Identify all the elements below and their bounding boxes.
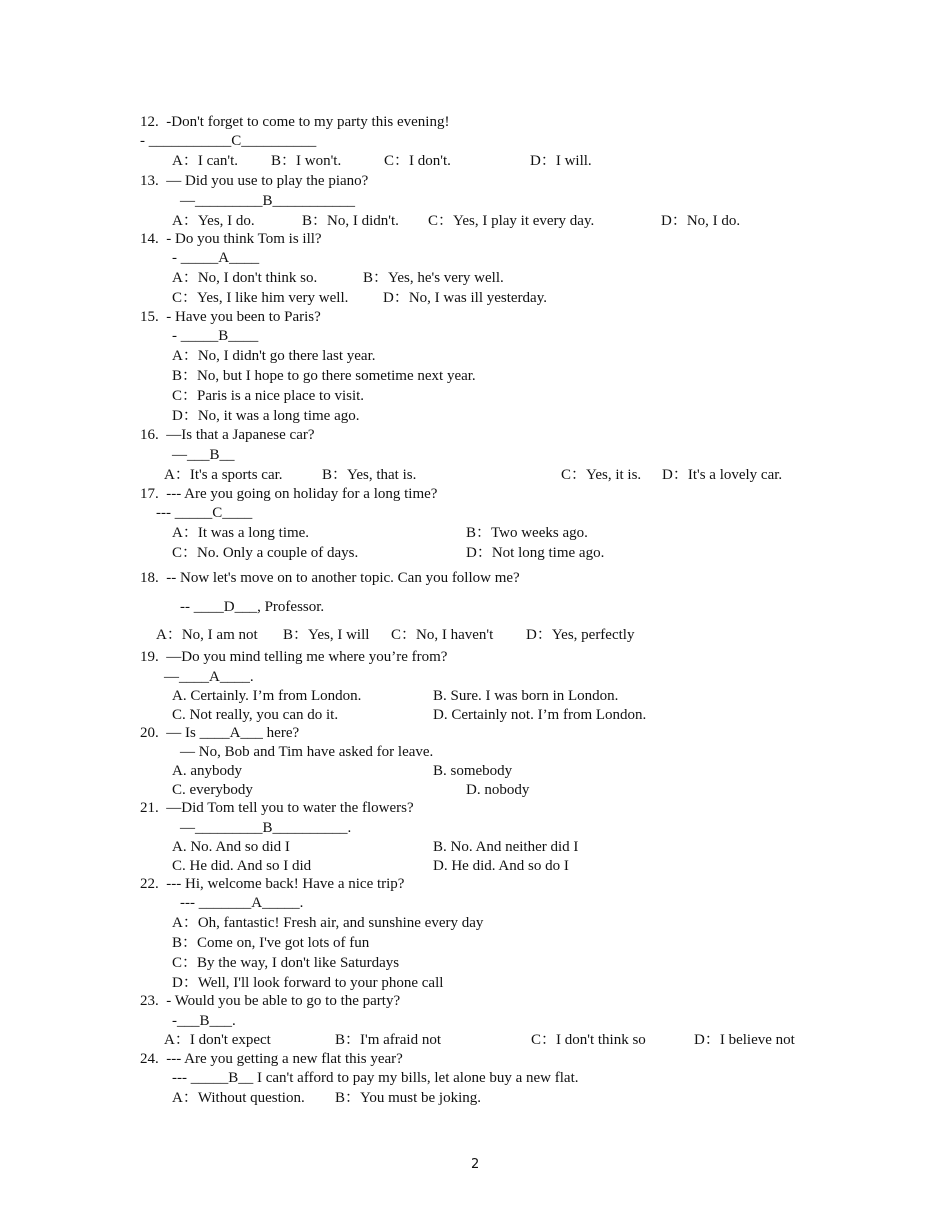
- page-number: 2: [471, 1157, 480, 1172]
- question-23: 23. - Would you be able to go to the party?: [140, 993, 401, 1009]
- question-14: 14. - Do you think Tom is ill?: [140, 231, 322, 247]
- option-17-c: C：No. Only a couple of days.: [172, 545, 359, 561]
- option-13-d: D：No, I do.: [661, 213, 741, 229]
- option-23-b: B：I'm afraid not: [335, 1032, 442, 1048]
- option-23-d: D：I believe not: [694, 1032, 795, 1048]
- option-19-a: A. Certainly. I’m from London.: [172, 688, 362, 704]
- question-19: 19. —Do you mind telling me where you’re from?: [140, 649, 448, 665]
- answer-14: - _____A____: [172, 250, 260, 266]
- option-12-a: A：I can't.: [172, 153, 239, 169]
- option-24-a: A：Without question.: [172, 1090, 305, 1106]
- option-21-b: B. No. And neither did I: [433, 839, 579, 855]
- option-18-a: A：No, I am not: [156, 627, 258, 643]
- option-24-b: B：You must be joking.: [335, 1090, 482, 1106]
- question-21: 21. —Did Tom tell you to water the flowers?: [140, 800, 414, 816]
- option-12-c: C：I don't.: [384, 153, 451, 169]
- question-16: 16. —Is that a Japanese car?: [140, 427, 315, 443]
- option-19-c: C. Not really, you can do it.: [172, 707, 339, 723]
- option-22-d: D：Well, I'll look forward to your phone call: [172, 975, 444, 991]
- question-12: 12. -Don't forget to come to my party this evening!: [140, 114, 450, 130]
- option-20-b: B. somebody: [433, 763, 513, 779]
- option-21-c: C. He did. And so I did: [172, 858, 312, 874]
- option-15-a: A：No, I didn't go there last year.: [172, 348, 376, 364]
- option-16-c: C：Yes, it is.: [561, 467, 642, 483]
- question-20: 20. — Is ____A___ here?: [140, 725, 300, 741]
- option-13-a: A：Yes, I do.: [172, 213, 255, 229]
- option-14-d: D：No, I was ill yesterday.: [383, 290, 547, 306]
- option-23-c: C：I don't think so: [531, 1032, 646, 1048]
- option-18-d: D：Yes, perfectly: [526, 627, 635, 643]
- option-22-a: A：Oh, fantastic! Fresh air, and sunshine every day: [172, 915, 484, 931]
- answer-18: -- ____D___, Professor.: [180, 599, 325, 615]
- answer-24: --- _____B__ I can't afford to pay my bills, let alone buy a new flat.: [172, 1070, 579, 1086]
- question-18: 18. -- Now let's move on to another topic. Can you follow me?: [140, 570, 520, 586]
- option-21-a: A. No. And so did I: [172, 839, 290, 855]
- answer-15: - _____B____: [172, 328, 259, 344]
- option-20-a: A. anybody: [172, 763, 242, 779]
- option-17-d: D：Not long time ago.: [466, 545, 605, 561]
- question-24: 24. --- Are you getting a new flat this year?: [140, 1051, 403, 1067]
- option-13-b: B：No, I didn't.: [302, 213, 399, 229]
- option-23-a: A：I don't expect: [164, 1032, 271, 1048]
- option-20-c: C. everybody: [172, 782, 253, 798]
- question-15: 15. - Have you been to Paris?: [140, 309, 321, 325]
- question-17: 17. --- Are you going on holiday for a long time?: [140, 486, 438, 502]
- option-19-b: B. Sure. I was born in London.: [433, 688, 619, 704]
- answer-21: —_________B__________.: [180, 820, 352, 836]
- answer-20: — No, Bob and Tim have asked for leave.: [180, 744, 434, 760]
- option-16-a: A：It's a sports car.: [164, 467, 283, 483]
- option-17-a: A：It was a long time.: [172, 525, 310, 541]
- option-14-b: B：Yes, he's very well.: [363, 270, 504, 286]
- option-22-b: B：Come on, I've got lots of fun: [172, 935, 370, 951]
- option-17-b: B：Two weeks ago.: [466, 525, 588, 541]
- question-13: 13. — Did you use to play the piano?: [140, 173, 369, 189]
- option-19-d: D. Certainly not. I’m from London.: [433, 707, 647, 723]
- question-22: 22. --- Hi, welcome back! Have a nice trip?: [140, 876, 405, 892]
- option-22-c: C：By the way, I don't like Saturdays: [172, 955, 400, 971]
- option-15-d: D：No, it was a long time ago.: [172, 408, 360, 424]
- option-21-d: D. He did. And so do I: [433, 858, 569, 874]
- option-15-b: B：No, but I hope to go there sometime next year.: [172, 368, 476, 384]
- answer-13: —_________B___________: [180, 193, 356, 209]
- option-15-c: C：Paris is a nice place to visit.: [172, 388, 365, 404]
- answer-16: —___B__: [172, 447, 235, 463]
- option-18-c: C：No, I haven't: [391, 627, 494, 643]
- option-14-c: C：Yes, I like him very well.: [172, 290, 349, 306]
- option-14-a: A：No, I don't think so.: [172, 270, 318, 286]
- answer-17: --- _____C____: [156, 505, 253, 521]
- answer-12: - ___________C__________: [140, 133, 317, 149]
- answer-19: —____A____.: [164, 669, 254, 685]
- option-12-b: B：I won't.: [271, 153, 342, 169]
- option-16-d: D：It's a lovely car.: [662, 467, 783, 483]
- answer-22: --- _______A_____.: [180, 895, 304, 911]
- option-18-b: B：Yes, I will: [283, 627, 370, 643]
- option-20-d: D. nobody: [466, 782, 530, 798]
- option-12-d: D：I will.: [530, 153, 592, 169]
- option-16-b: B：Yes, that is.: [322, 467, 417, 483]
- answer-23: -___B___.: [172, 1013, 236, 1029]
- option-13-c: C：Yes, I play it every day.: [428, 213, 595, 229]
